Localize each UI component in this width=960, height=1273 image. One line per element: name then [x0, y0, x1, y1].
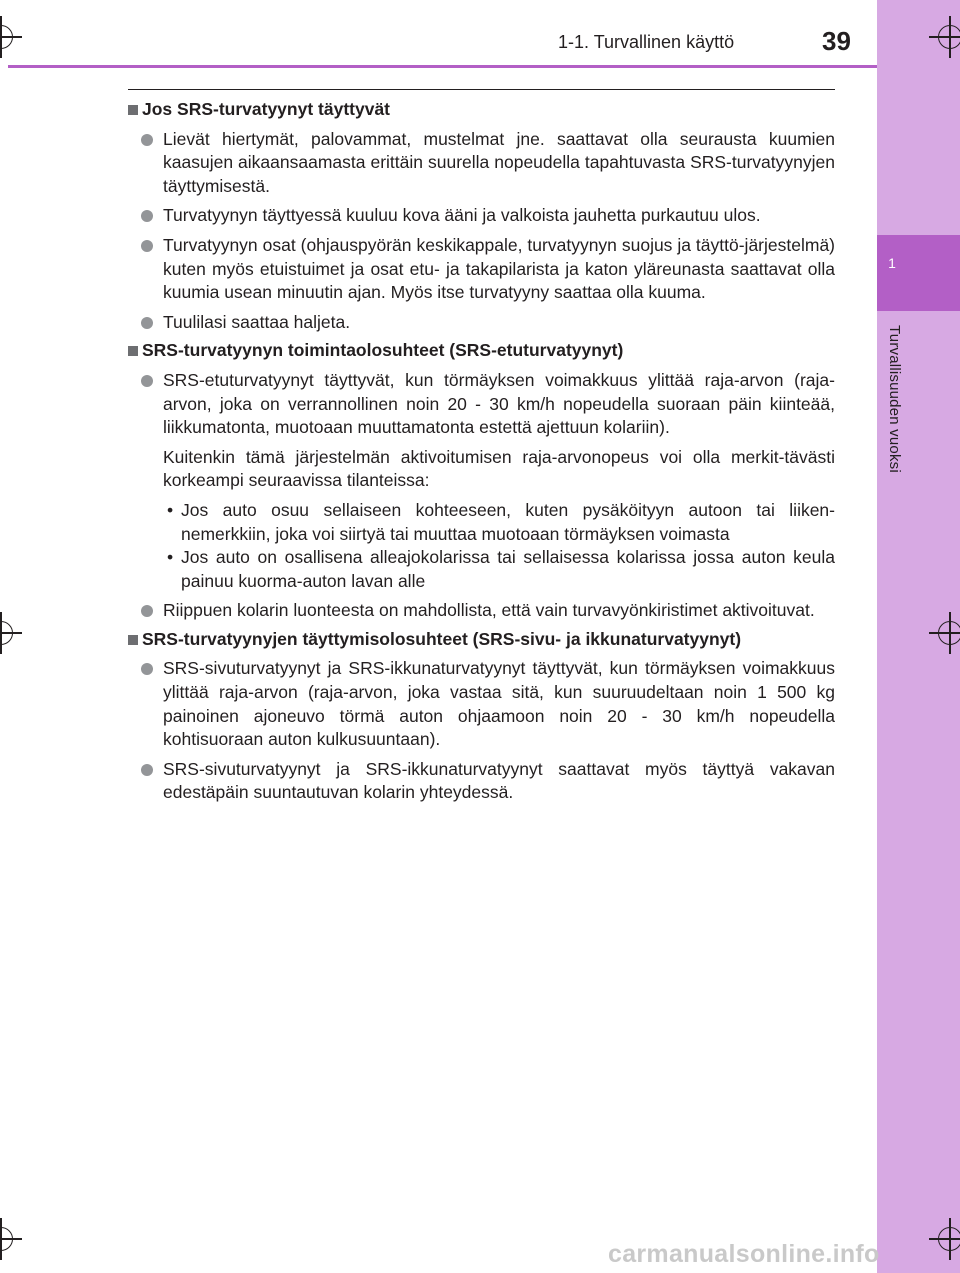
- list-item: Lievät hiertymät, palovammat, mustelmat jne. saattavat olla seurausta kuumien kaasujen aikaansaamasta erittäin suurella nopeudella tapahtuvasta SRS-turvatyynyjen täyttymisestä.: [128, 128, 835, 199]
- bullet-dot-icon: [141, 375, 153, 387]
- bullet-dot-icon: [141, 134, 153, 146]
- list-item: Turvatyynyn täyttyessä kuuluu kova ääni ja valkoista jauhetta purkautuu ulos.: [128, 204, 835, 228]
- bullet-dot-icon: [141, 210, 153, 222]
- page-number: 39: [822, 26, 851, 56]
- bullet-dot-icon: [141, 240, 153, 252]
- section-heading: Jos SRS-turvatyynyt täyttyvät: [128, 98, 835, 122]
- registration-mark-icon: [938, 1227, 960, 1251]
- chapter-number: 1: [888, 255, 896, 271]
- sub-list-item: • Jos auto osuu sellaiseen kohteeseen, kuten pysäköityyn autoon tai liiken-nemerkkiin, joka voi siirtyä tai muuttaa muotoaan törmäyksen voimasta: [167, 499, 835, 544]
- chapter-title: Turvallisuuden vuoksi: [886, 325, 903, 473]
- registration-mark-icon: [0, 25, 13, 49]
- content-top-rule: [128, 89, 835, 90]
- registration-mark-icon: [938, 25, 960, 49]
- bullet-dot-icon: [141, 663, 153, 675]
- page-content: [128, 93, 835, 805]
- section-heading: SRS-turvatyynyjen täyttymisolosuhteet (SRS-sivu- ja ikkunaturvatyynyt): [128, 628, 835, 652]
- header-section-title: 1-1. Turvallinen käyttö: [558, 32, 735, 52]
- watermark: carmanualsonline.info: [608, 1240, 880, 1268]
- list-item: Turvatyynyn osat (ohjauspyörän keskikappale, turvatyynyn suojus ja täyttö-järjestelmä) kuten myös etuistuimet ja osat etu- ja takapilarista ja katon yläreunasta saattavat olla kuumia usean minuutin ajan. Myös itse turvatyyny saattaa olla kuuma.: [128, 234, 835, 305]
- registration-mark-icon: [938, 621, 960, 645]
- list-item: SRS-sivuturvatyynyt ja SRS-ikkunaturvatyynyt saattavat myös täyttyä vakavan edestäpäin suuntautuvan kolarin yhteydessä.: [128, 758, 835, 805]
- bullet-dot-icon: [141, 605, 153, 617]
- list-item: Tuulilasi saattaa haljeta.: [128, 311, 835, 335]
- bullet-dot-icon: [141, 764, 153, 776]
- list-item: Riippuen kolarin luonteesta on mahdollista, että vain turvavyönkiristimet aktivoituvat.: [128, 599, 835, 623]
- list-item: SRS-etuturvatyynyt täyttyvät, kun törmäyksen voimakkuus ylittää raja-arvon (raja-arvon, joka on verrannollinen noin 20 - 30 km/h nopeudella suoraan päin kiinteää, liikkumatonta, muotoaan muuttamatonta estettä ajettuun kolariin).: [128, 369, 835, 440]
- header-rule: [8, 65, 877, 68]
- registration-mark-icon: [0, 1227, 13, 1251]
- sub-list-item: • Jos auto on osallisena alleajokolarissa tai sellaisessa kolarissa jossa auton keula painuu kuorma-auton lavan alle: [167, 547, 835, 591]
- registration-mark-icon: [0, 621, 13, 645]
- section-heading: SRS-turvatyynyn toimintaolosuhteet (SRS-etuturvatyynyt): [128, 339, 835, 363]
- bullet-dot-icon: [141, 317, 153, 329]
- list-item: SRS-sivuturvatyynyt ja SRS-ikkunaturvatyynyt täyttyvät, kun törmäyksen voimakkuus ylittää raja-arvon (raja-arvon, joka vastaa sitä, kun suuruudeltaan noin 1 500 kg painoinen ajoneuvo törmä auton ohjaamoon noin 20 - 30 km/h nopeudella kohtisuoraan auton kulkusuuntaan).: [128, 657, 835, 751]
- paragraph: Kuitenkin tämä järjestelmän aktivoitumisen raja-arvonopeus voi olla merkit-tävästi korkeampi seuraavissa tilanteissa:: [163, 446, 835, 491]
- chapter-active-tab: [877, 235, 960, 311]
